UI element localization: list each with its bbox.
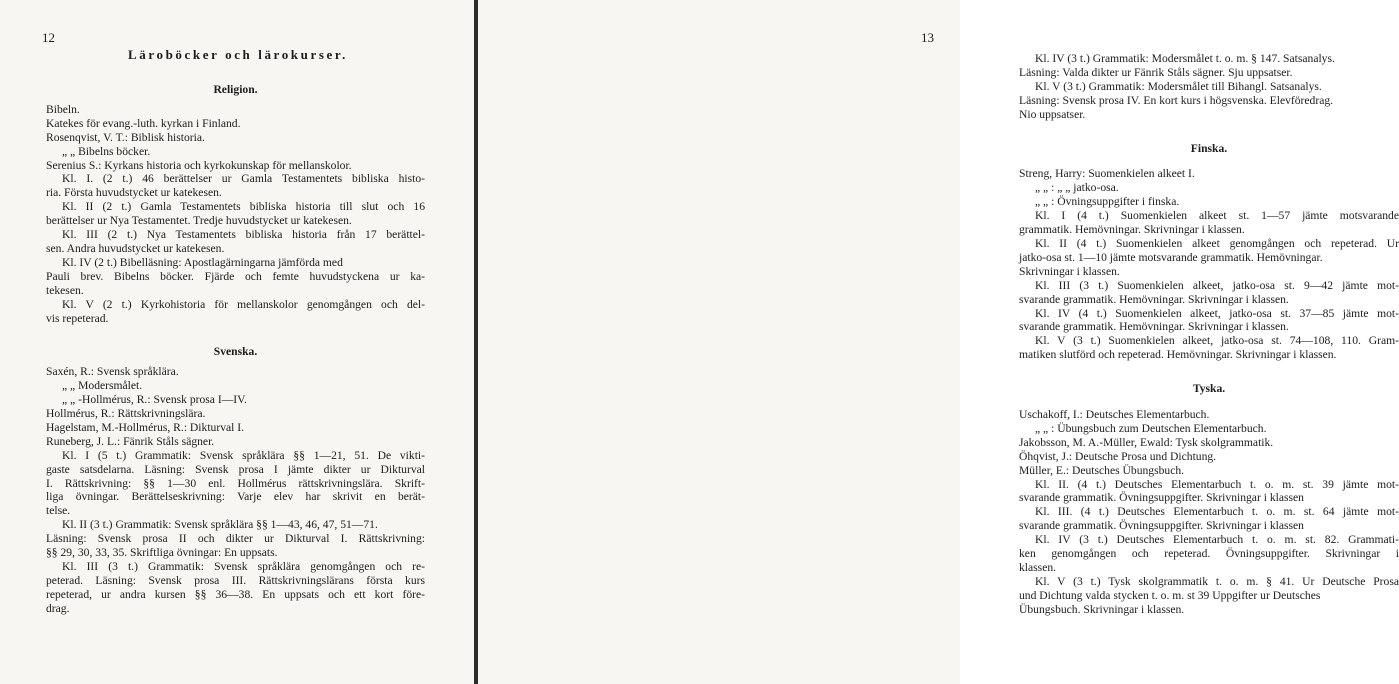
text-line: svarande grammatik. Hemövningar. Skrivningar i klassen. (1019, 292, 1289, 306)
text-line: Kl. IV (4 t.) Suomenkielen alkeet, jatko-osa st. 37—85 jämte mot- (1035, 306, 1399, 320)
text-line: Katekes för evang.-luth. kyrkan i Finland. (46, 116, 241, 130)
text-line: „ „ : Übungsbuch zum Deutschen Elementarbuch. (1035, 421, 1267, 435)
text-line: Pauli brev. Bibelns böcker. Fjärde och femte huvudstyckena ur ka- (46, 269, 425, 283)
text-line: svarande grammatik. Övningsuppgifter. Skrivningar i klassen (1019, 519, 1304, 533)
left-page-text (46, 83, 425, 616)
spacer (46, 325, 425, 345)
text-line: peterad. Läsning: Svensk prosa III. Rättskrivningslärans första kurs (46, 573, 425, 587)
text-line: Kl. I (5 t.) Grammatik: Svensk språklära §§ 1—21, 51. De vikti- (62, 448, 425, 462)
text-line: „ „ : Övningsuppgifter i finska. (1035, 195, 1180, 209)
text-line: Streng, Harry: Suomenkielen alkeet I. (1019, 167, 1195, 181)
page-header-title: Läroböcker och lärokurser. (128, 47, 348, 62)
text-line: Öhqvist, J.: Deutsche Prosa und Dichtung. (1019, 449, 1217, 463)
spacer (1019, 155, 1399, 167)
text-line: grammatik. Hemövningar. Skrivningar i klassen. (1019, 223, 1245, 237)
text-line: Hagelstam, M.-Hollmérus, R.: Dikturval I. (46, 420, 245, 434)
text-line: liga övningar. Berättelseskrivning: Varje elev har skrivit en berät- (46, 490, 425, 504)
text-line: Rosenqvist, V. T.: Biblisk historia. (46, 130, 205, 144)
text-line: „ „ -Hollmérus, R.: Svensk prosa I—IV. (62, 393, 247, 407)
spacer (1019, 122, 1399, 142)
text-line: Kl. V (3 t.) Tysk skolgrammatik t. o. m. § 41. Ur Deutsche Prosa (1035, 574, 1399, 588)
text-line: Saxén, R.: Svensk språklära. (46, 365, 179, 379)
text-line: tekesen. (46, 283, 84, 297)
text-line: Kl. III (2 t.) Nya Testamentets bibliska historia från 17 berättel- (62, 228, 425, 242)
text-line: und Dichtung valda stycken t. o. m. st 39 Uppgifter ur Deutsches (1019, 588, 1321, 602)
text-line: vis repeterad. (46, 311, 109, 325)
text-line: Uschakoff, I.: Deutsches Elementarbuch. (1019, 408, 1210, 422)
text-line: Runeberg, J. L.: Fänrik Ståls sägner. (46, 434, 215, 448)
text-line: „ „ : „ „ jatko-osa. (1035, 181, 1119, 195)
text-line: Kl. II. (4 t.) Deutsches Elementarbuch t. o. m. st. 39 jämte mot- (1035, 477, 1399, 491)
right-page-number: 13 (921, 30, 934, 45)
text-line: repeterad, ur andra kursen §§ 36—38. En uppsats och ett kort före- (46, 587, 425, 601)
right-page-text (1019, 52, 1399, 617)
section-heading: Religion. (213, 83, 258, 96)
text-line: Jakobsson, M. A.-Müller, Ewald: Tysk skolgrammatik. (1019, 435, 1274, 449)
text-line: klassen. (1019, 561, 1057, 574)
text-line: drag. (46, 601, 70, 615)
text-line: Kl. V (3 t.) Suomenkielen alkeet, jatko-osa st. 74—108, 110. Gram- (1035, 334, 1399, 348)
text-line: Hollmérus, R.: Rättskrivningslära. (46, 407, 206, 421)
text-line: sen. Andra huvudstycket ur katekesen. (46, 241, 225, 255)
left-page-number: 12 (42, 30, 55, 45)
text-line: Läsning: Svensk prosa IV. En kort kurs i högsvenska. Elevföredrag. (1019, 93, 1334, 107)
text-line: Kl. IV (2 t.) Bibelläsning: Apostlagärningarna jämförda med (62, 255, 343, 269)
text-line: jatko-osa st. 1—10 jämte motsvarande grammatik. Hemövningar. (1019, 250, 1323, 264)
text-line: Nio uppsatser. (1019, 107, 1086, 121)
text-line: ken genomgången och repeterad. Övningsuppgifter. Skrivningar i (1019, 547, 1399, 561)
text-line: I. Rättskrivning: §§ 1—30 enl. Hollmérus rättskrivningslära. Skrift- (46, 476, 425, 490)
left-page (0, 0, 474, 684)
section-heading: Svenska. (213, 345, 258, 359)
text-line: Serenius S.: Kyrkans historia och kyrkokunskap för mellanskolor. (46, 158, 352, 172)
text-line: §§ 29, 30, 33, 35. Skriftliga övningar: En uppsats. (46, 546, 278, 560)
text-line: Übungsbuch. Skrivningar i klassen. (1019, 602, 1185, 616)
text-line: Kl. IV (3 t.) Grammatik: Modersmålet t. o. m. § 147. Satsanalys. (1035, 52, 1335, 65)
text-line: Kl. II (4 t.) Suomenkielen alkeet genomgången och repeterad. Ur (1035, 236, 1399, 250)
text-line: Läsning: Svensk prosa II och dikter ur Dikturval I. Rättskrivning: (46, 532, 425, 546)
spacer (1019, 396, 1399, 408)
text-line: svarande grammatik. Hemövningar. Skrivningar i klassen. (1019, 320, 1289, 334)
section-heading: Finska. (1190, 141, 1228, 155)
text-line: Kl. III (3 t.) Suomenkielen alkeet, jatko-osa st. 9—42 jämte mot- (1035, 278, 1399, 292)
text-line: Läsning: Valda dikter ur Fänrik Ståls sägner. Sju uppsatser. (1019, 65, 1293, 79)
text-line: berättelser ur Nya Testamentet. Tredje huvudstycket ur katekesen. (46, 214, 352, 228)
text-line: matiken slutförd och repeterad. Hemövningar. Skrivningar i klassen. (1019, 348, 1337, 362)
spacer (1019, 362, 1399, 382)
right-page (478, 0, 1399, 684)
text-line: gaste satsdelarna. Läsning: Svensk prosa I jämte dikter ur Dikturval (46, 462, 425, 476)
text-line: Kl. III. (4 t.) Deutsches Elementarbuch t. o. m. st. 64 jämte mot- (1035, 505, 1399, 519)
text-line: telse. (46, 504, 71, 518)
text-line: Kl. V (2 t.) Kyrkohistoria för mellanskolor genomgången och del- (62, 297, 425, 311)
text-line: Müller, E.: Deutsches Übungsbuch. (1019, 463, 1185, 477)
text-line: svarande grammatik. Övningsuppgifter. Skrivningar i klassen (1019, 491, 1304, 505)
text-line: „ „ Bibelns böcker. (62, 144, 151, 158)
text-line: Kl. III (3 t.) Grammatik: Svensk språklära genomgången och re- (62, 560, 425, 573)
text-line: Kl. II (3 t.) Grammatik: Svensk språklära §§ 1—43, 46, 47, 51—71. (62, 518, 378, 532)
text-line: „ „ Modersmålet. (62, 379, 143, 393)
text-line: Kl. II (2 t.) Gamla Testamentets bibliska historia till slut och 16 (62, 200, 425, 214)
section-heading: Tyska. (1192, 382, 1226, 396)
text-line: Skrivningar i klassen. (1019, 264, 1120, 278)
text-line: Kl. I. (2 t.) 46 berättelser ur Gamla Testamentets bibliska histo- (62, 172, 425, 186)
text-line: Bibeln. (46, 102, 80, 116)
text-line: ria. Första huvudstycket ur katekesen. (46, 186, 222, 200)
text-line: Kl. V (3 t.) Grammatik: Modersmålet till Bihangl. Satsanalys. (1035, 79, 1322, 93)
text-line: Kl. IV (3 t.) Deutsches Elementarbuch t. o. m. st. 82. Grammati- (1035, 533, 1399, 547)
text-line: Kl. I (4 t.) Suomenkielen alkeet st. 1—57 jämte motsvarande (1035, 209, 1399, 223)
